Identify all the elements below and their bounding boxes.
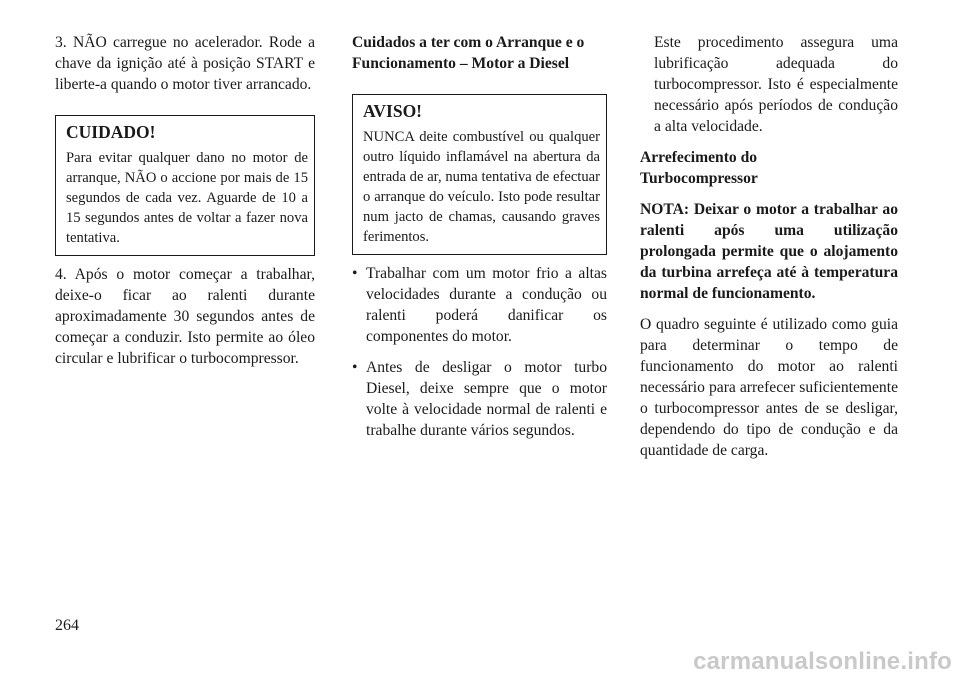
- bullet-text: Antes de desligar o motor turbo Diesel, deixe sempre que o motor volte à velocidade normal de ralenti e trabalhe durante vários segundos.: [366, 359, 607, 439]
- list-item: [352, 357, 607, 441]
- middle-column: [352, 32, 607, 441]
- caution-box: [55, 115, 315, 256]
- caution-body: Para evitar qualquer dano no motor de arranque, NÃO o accione por mais de 15 segundos de cada vez. Aguarde de 10 a 15 segundos antes de voltar a fazer nova tentativa.: [66, 150, 308, 246]
- turbo-cooling-heading: Arrefecimento do Turbocompressor: [640, 149, 758, 187]
- bullet-icon: •: [352, 265, 358, 282]
- note-text: NOTA: Deixar o motor a trabalhar ao ralenti após uma utilização prolongada permite que o alojamento da turbina arrefeça até à temperatura normal de funcionamento.: [640, 201, 898, 302]
- warning-title: AVISO!: [363, 101, 423, 121]
- bullet-icon: •: [352, 359, 358, 376]
- list-item: [352, 263, 607, 347]
- left-column: [55, 32, 315, 369]
- bullet-text: Trabalhar com um motor frio a altas velocidades durante a condução ou ralenti poderá danificar os componentes do motor.: [366, 265, 607, 345]
- step-4-text: 4. Após o motor começar a trabalhar, deixe-o ficar ao ralenti durante aproximadamente 30 segundos antes de começar a conduzir. Isto permite ao óleo circular e lubrificar o turbocompressor.: [55, 266, 315, 367]
- warning-box: [352, 94, 607, 255]
- page-number: 264: [55, 617, 79, 634]
- bullet-continuation-text: Este procedimento assegura uma lubrificação adequada do turbocompressor. Isto é especialmente necessário após períodos de condução a alta velocidade.: [654, 34, 898, 135]
- cooling-paragraph: O quadro seguinte é utilizado como guia para determinar o tempo de funcionamento do motor ao ralenti necessário para arrefecer suficientemente o turbocompressor antes de se desligar, dependendo do tipo de condução e da quantidade de carga.: [640, 316, 898, 459]
- diesel-bullet-list: [352, 263, 607, 441]
- right-column: [640, 32, 898, 461]
- warning-body: NUNCA deite combustível ou qualquer outro líquido inflamável na abertura da entrada de ar, numa tentativa de efectuar o arranque do veículo. Isto pode resultar num jacto de chamas, causando graves ferimentos.: [363, 129, 600, 245]
- watermark-text: carmanualsonline.info: [693, 648, 952, 675]
- step-3-text: 3. NÃO carregue no acelerador. Rode a chave da ignição até à posição START e liberte-a quando o motor tiver arrancado.: [55, 34, 315, 93]
- diesel-heading: Cuidados a ter com o Arranque e o Funcionamento – Motor a Diesel: [352, 34, 585, 72]
- caution-title: CUIDADO!: [66, 122, 156, 142]
